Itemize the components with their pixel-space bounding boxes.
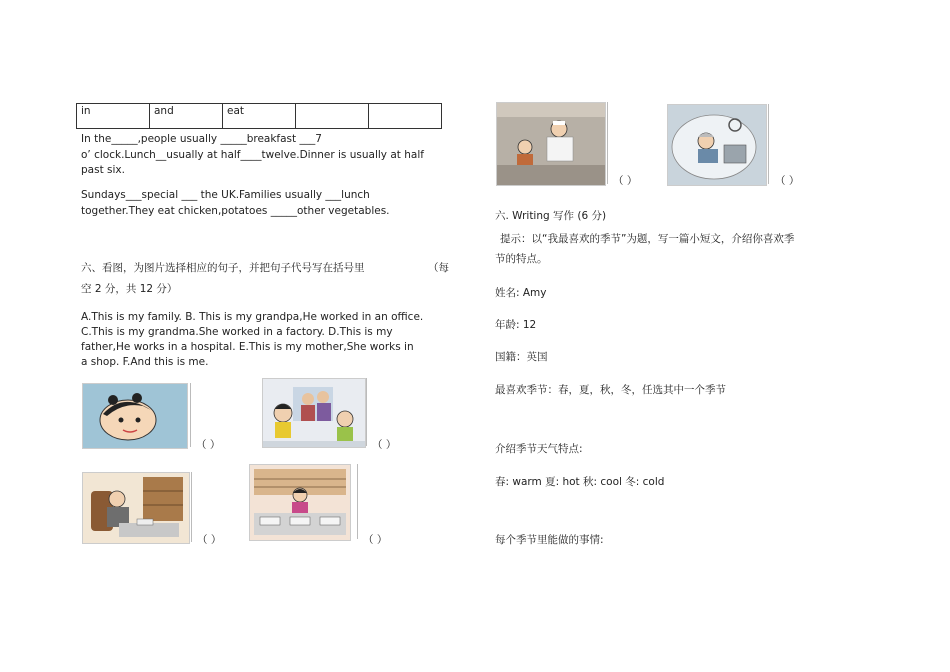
word-cell: and	[150, 104, 223, 129]
weather-words: 春: warm 夏: hot 秋: cool 冬: cold	[495, 476, 665, 488]
option-line: A.This is my family. B. This is my grandpa,He worked in an office.	[81, 311, 424, 323]
picture-grandpa-office	[82, 472, 190, 544]
section-heading: 六、看图，为图片选择相应的句子，并把句子代号写在括号里	[81, 262, 365, 274]
answer-blank[interactable]: （ ）	[775, 175, 800, 187]
options-list	[81, 310, 423, 370]
text-line: together.They eat chicken,potatoes _____other vegetables.	[81, 204, 390, 217]
picture-child	[82, 383, 188, 449]
option-line: father,He works in a hospital. E.This is my mother,She works in	[81, 341, 414, 353]
writing-hint-cont	[495, 249, 548, 269]
fill-blank-paragraph-1	[81, 132, 424, 179]
text-line: In the_____,people usually _____breakfast ___7	[81, 133, 322, 145]
word-bank-table	[76, 103, 442, 129]
writing-heading: 六. Writing 写作 (6 分)	[495, 210, 607, 222]
answer-blank[interactable]: （ ）	[613, 175, 638, 187]
word-cell: in	[77, 104, 150, 129]
answer-blank[interactable]: （ ）	[363, 534, 388, 546]
word-cell	[369, 104, 442, 129]
favorite-season-field: 最喜欢季节：春，夏，秋，冬，任选其中一个季节	[495, 384, 726, 396]
word-cell	[296, 104, 369, 129]
answer-blank[interactable]: （ ）	[197, 534, 222, 546]
option-line: a shop. F.And this is me.	[81, 356, 209, 368]
picture-grandma-factory	[667, 104, 767, 186]
picture-family	[262, 378, 366, 448]
word-cell: eat	[223, 104, 296, 129]
answer-blank[interactable]: （ ）	[196, 439, 221, 451]
hint-line: 节的特点。	[495, 253, 548, 265]
activities-intro: 每个季节里能做的事情:	[495, 534, 604, 546]
option-line: C.This is my grandma.She worked in a factory. D.This is my	[81, 326, 393, 338]
weather-intro: 介绍季节天气特点:	[495, 443, 583, 455]
text-line: Sundays___special ___ the UK.Families usually ___lunch	[81, 189, 370, 201]
section-score: （每	[428, 262, 449, 274]
answer-blank[interactable]: （ ）	[372, 439, 397, 451]
text-line: past six.	[81, 164, 125, 176]
writing-hint	[500, 229, 794, 249]
text-line: o’ clock.Lunch__usually at half____twelve.Dinner is usually at half	[81, 148, 424, 161]
nationality-field: 国籍：英国	[495, 351, 548, 363]
age-field: 年龄: 12	[495, 319, 537, 331]
fill-blank-paragraph-2	[81, 188, 390, 219]
section-score-cont: 空 2 分，共 12 分）	[81, 283, 178, 295]
name-field: 姓名: Amy	[495, 287, 547, 299]
picture-mother-shop	[249, 464, 351, 541]
hint-line: 提示：以“我最喜欢的季节”为题，写一篇小短文，介绍你喜欢季	[500, 233, 795, 245]
picture-father-hospital	[496, 102, 606, 186]
